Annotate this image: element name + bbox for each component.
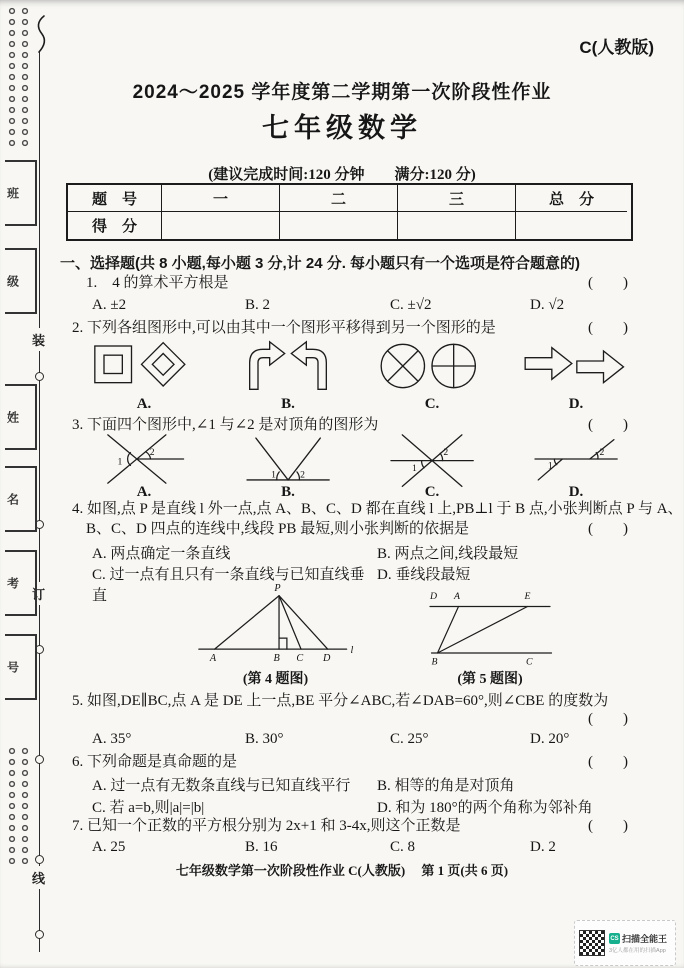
q5-option-c: C. 25°: [390, 731, 429, 747]
info-label-class2: 级: [7, 274, 20, 289]
svg-text:A: A: [454, 591, 460, 602]
q4-option-b: B. 两点之间,线段最短: [377, 546, 519, 562]
q2-figure-c-circles: [367, 336, 497, 396]
seal-dot: [35, 930, 44, 939]
question-1-answer-paren: ( ): [588, 275, 628, 291]
q7-option-b: B. 16: [245, 839, 278, 855]
figure-5-parallel-lines-diagram: [400, 584, 580, 668]
question-7-options: [92, 839, 640, 856]
student-info-bracket: [5, 550, 37, 616]
q2-label-a: A.: [136, 396, 152, 412]
question-5-paren-line: [72, 710, 628, 729]
score-cell-total: [516, 212, 627, 239]
svg-text:2: 2: [598, 446, 604, 458]
binding-line-squiggle: [30, 14, 50, 54]
student-info-bracket: [5, 466, 37, 532]
question-4-answer-paren: ( ): [588, 521, 628, 537]
info-label-num1: 考: [7, 576, 20, 591]
question-2-figure-labels: [72, 396, 648, 413]
section1-heading: 一、选择题(共 8 小题,每小题 3 分,计 24 分. 每小题只有一个选项是符合题意的): [60, 255, 581, 272]
watermark-app-name: 扫描全能王: [622, 934, 668, 944]
question-1-text: 1. 4 的算术平方根是: [86, 275, 229, 291]
q2-label-b: B.: [281, 396, 295, 412]
page-footer: 七年级数学第一次阶段性作业 C(人教版) 第 1 页(共 6 页): [175, 863, 509, 878]
question-7: [72, 817, 628, 836]
question-7-answer-paren: ( ): [588, 818, 628, 834]
info-label-num2: 号: [7, 660, 20, 675]
q1-option-a: A. ±2: [92, 297, 127, 313]
q7-option-d: D. 2: [530, 839, 556, 855]
score-cell-3: [398, 212, 516, 239]
q3-label-c: C.: [424, 484, 440, 500]
score-table-header-1: 一: [162, 185, 280, 212]
time-score-note: (建议完成时间:120 分钟 满分:120 分): [208, 167, 476, 183]
svg-text:2: 2: [149, 446, 155, 458]
score-cell-2: [280, 212, 398, 239]
svg-text:C: C: [526, 656, 533, 668]
question-1-options: [92, 297, 640, 314]
seal-char-xian: 线: [32, 866, 45, 889]
q4-option-a: A. 两点确定一条直线: [92, 546, 231, 562]
q3-figure-c-angles: [375, 430, 490, 488]
exam-title: 2024～2025 学年度第二学期第一次阶段性作业: [132, 82, 552, 103]
svg-text:A: A: [209, 652, 217, 664]
question-6: [72, 753, 628, 772]
figure-5-block: [400, 584, 580, 688]
question-4-line2: [86, 520, 628, 539]
q2-label-d: D.: [568, 396, 584, 412]
q1-option-d: D. √2: [530, 297, 565, 313]
seal-char-zhuang: 装: [32, 328, 45, 351]
question-6-options-row2: [92, 796, 640, 817]
figure-4-perpendicular-diagram: [168, 580, 383, 668]
question-4-line1: [72, 500, 683, 519]
question-7-text: 7. 已知一个正数的平方根分别为 2x+1 和 3-4x,则这个正数是: [72, 818, 461, 834]
question-4-options-row1: [92, 542, 640, 563]
svg-text:D: D: [430, 591, 438, 602]
student-info-bracket: [5, 248, 37, 314]
svg-text:D: D: [323, 652, 331, 664]
q2-figure-a-squares: [79, 336, 209, 396]
q7-option-c: C. 8: [390, 839, 416, 855]
q6-option-c: C. 若 a=b,则|a|=|b|: [92, 800, 205, 816]
info-label-name1: 姓: [7, 410, 20, 425]
question-4-text-line2: B、C、D 四点的连线中,线段 PB 最短,则小张判断的依据是: [86, 521, 469, 537]
seal-dot: [35, 755, 44, 764]
question-2-figures: [72, 336, 648, 396]
q5-option-b: B. 30°: [245, 731, 284, 747]
score-cell-1: [162, 212, 280, 239]
question-3-text: 3. 下面四个图形中,∠1 与∠2 是对顶角的图形为: [72, 417, 379, 433]
question-3-answer-paren: ( ): [588, 417, 628, 433]
question-6-answer-paren: ( ): [588, 754, 628, 770]
score-table-header-3: 三: [398, 185, 516, 212]
score-table: [66, 183, 633, 241]
score-table-header-tihao: 题 号: [68, 185, 162, 212]
question-6-text: 6. 下列命题是真命题的是: [72, 754, 238, 770]
q3-label-a: A.: [136, 484, 152, 500]
student-info-bracket: [5, 634, 37, 700]
info-label-name2: 名: [7, 492, 20, 507]
q1-option-b: B. 2: [245, 297, 271, 313]
figure-4-block: [168, 580, 383, 688]
subject-title: 七年级数学: [262, 113, 422, 143]
svg-text:P: P: [274, 583, 281, 594]
q3-label-d: D.: [568, 484, 584, 500]
watermark-tagline: 3亿人都在用的扫描App: [609, 948, 666, 954]
q2-figure-b-curved-arrows: [223, 336, 353, 396]
svg-text:1: 1: [547, 460, 553, 472]
watermark-text-block: [609, 932, 667, 954]
question-3-figure-labels: [72, 484, 648, 501]
seal-dot: [35, 372, 44, 381]
score-table-header-total: 总 分: [516, 185, 627, 212]
camscanner-logo-icon: CS: [609, 933, 620, 944]
svg-text:E: E: [524, 591, 531, 602]
svg-text:1: 1: [270, 469, 276, 481]
edition-label: C(人教版): [579, 38, 654, 57]
q5-option-a: A. 35°: [92, 731, 132, 747]
q3-figure-d-angles: [519, 430, 634, 488]
svg-text:2: 2: [299, 469, 305, 481]
q3-figure-b-angles: [231, 430, 346, 488]
spiral-binding-bottom: [6, 746, 33, 864]
score-table-label-defen: 得 分: [68, 212, 162, 239]
question-5-options: [92, 731, 640, 748]
figure-4-caption: (第 4 题图): [242, 672, 309, 687]
svg-text:1: 1: [117, 456, 122, 468]
question-1: [86, 274, 628, 293]
seal-char-ding: 订: [32, 582, 45, 605]
scanner-watermark: [574, 920, 676, 966]
question-2-text: 2. 下列各组图形中,可以由其中一个图形平移得到另一个图形的是: [72, 320, 496, 336]
q3-label-b: B.: [281, 484, 295, 500]
svg-text:2: 2: [442, 446, 448, 458]
binding-line: [39, 52, 40, 952]
q2-figure-d-block-arrows: [511, 336, 641, 396]
question-5-text: 5. 如图,DE∥BC,点 A 是 DE 上一点,BE 平分∠ABC,若∠DAB=60°,则∠CBE 的度数为: [72, 693, 609, 709]
question-2-answer-paren: ( ): [588, 320, 628, 336]
q4-option-c: C. 过一点有且只有一条直线与已知直线垂直: [92, 567, 365, 604]
svg-text:1: 1: [411, 463, 417, 475]
info-label-class1: 班: [7, 186, 20, 201]
student-info-bracket: [5, 384, 37, 450]
qr-code-icon: [579, 930, 605, 956]
question-6-options-row1: [92, 774, 640, 795]
q2-label-c: C.: [424, 396, 440, 412]
q6-option-a: A. 过一点有无数条直线与已知直线平行: [92, 778, 351, 794]
figure-5-caption: (第 5 题图): [457, 672, 523, 687]
q4-option-d: D. 垂线段最短: [377, 567, 471, 583]
svg-text:B: B: [273, 652, 280, 664]
q6-option-d: D. 和为 180°的两个角称为邻补角: [377, 800, 593, 816]
question-4-text-line1: 4. 如图,点 P 是直线 l 外一点,点 A、B、C、D 都在直线 l 上,PB⊥l 于 B 点,小张判断点 P 与 A、: [72, 501, 683, 517]
question-3-figures: [72, 430, 648, 488]
svg-text:B: B: [431, 656, 438, 668]
q3-figure-a-angles: [87, 430, 202, 488]
q6-option-b: B. 相等的角是对顶角: [377, 778, 515, 794]
score-table-header-2: 二: [280, 185, 398, 212]
q7-option-a: A. 25: [92, 839, 126, 855]
q1-option-c: C. ±√2: [390, 297, 432, 313]
svg-text:l: l: [350, 645, 354, 657]
q5-option-d: D. 20°: [530, 731, 570, 747]
question-5: [72, 692, 628, 711]
question-5-answer-paren: ( ): [588, 711, 628, 727]
svg-text:C: C: [296, 652, 304, 664]
